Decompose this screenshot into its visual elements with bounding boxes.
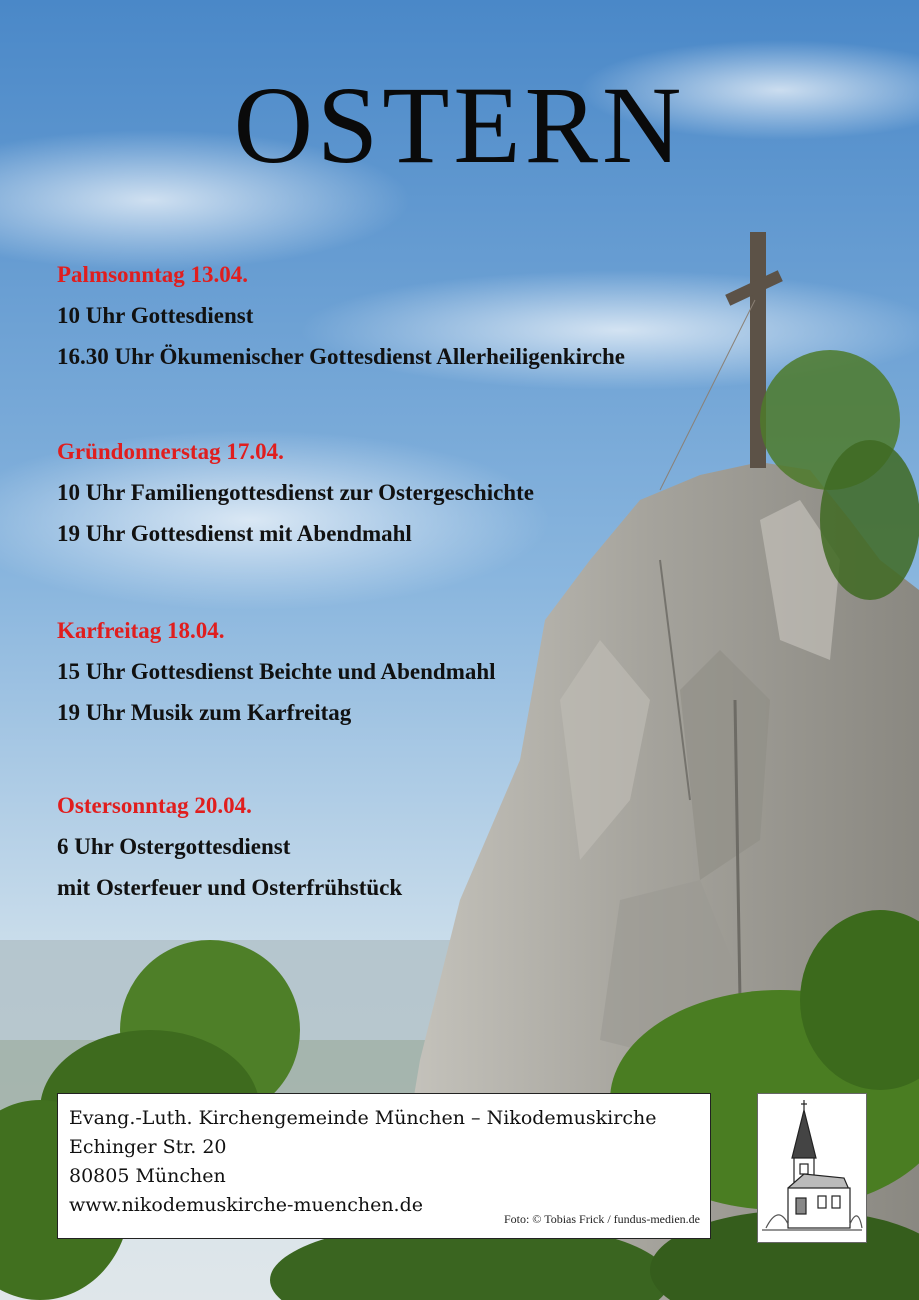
service-block-gruendonnerstag [57, 439, 534, 547]
service-day: Karfreitag 18.04. [57, 618, 225, 643]
service-block-palmsonntag [57, 262, 625, 370]
church-sketch-icon [758, 1094, 866, 1242]
street: Echinger Str. 20 [69, 1136, 227, 1158]
service-line: 10 Uhr Gottesdienst [57, 303, 254, 328]
page-title: OSTERN [233, 64, 686, 186]
service-line: 19 Uhr Musik zum Karfreitag [57, 700, 352, 725]
photo-credit: Foto: © Tobias Frick / fundus-medien.de [503, 1212, 700, 1226]
service-block-ostersonntag [57, 793, 402, 901]
address-box [57, 1093, 711, 1239]
address-text [69, 1104, 656, 1220]
church-logo [757, 1093, 867, 1243]
service-line: 15 Uhr Gottesdienst Beichte und Abendmahl [57, 659, 496, 684]
service-day: Gründonnerstag 17.04. [57, 439, 284, 464]
service-day: Ostersonntag 20.04. [57, 793, 252, 818]
church-name: Evang.-Luth. Kirchengemeinde München – Nikodemuskirche [69, 1107, 657, 1129]
service-line: mit Osterfeuer und Osterfrühstück [57, 875, 403, 900]
service-line: 10 Uhr Familiengottesdienst zur Ostergeschichte [57, 480, 534, 505]
website-link[interactable]: www.nikodemuskirche-muenchen.de [69, 1194, 424, 1216]
postal-city: 80805 München [69, 1165, 226, 1187]
service-line: 19 Uhr Gottesdienst mit Abendmahl [57, 521, 412, 546]
service-line: 6 Uhr Ostergottesdienst [57, 834, 291, 859]
service-line: 16.30 Uhr Ökumenischer Gottesdienst Allerheiligenkirche [57, 344, 625, 369]
service-block-karfreitag [57, 618, 496, 726]
service-day: Palmsonntag 13.04. [57, 262, 249, 287]
